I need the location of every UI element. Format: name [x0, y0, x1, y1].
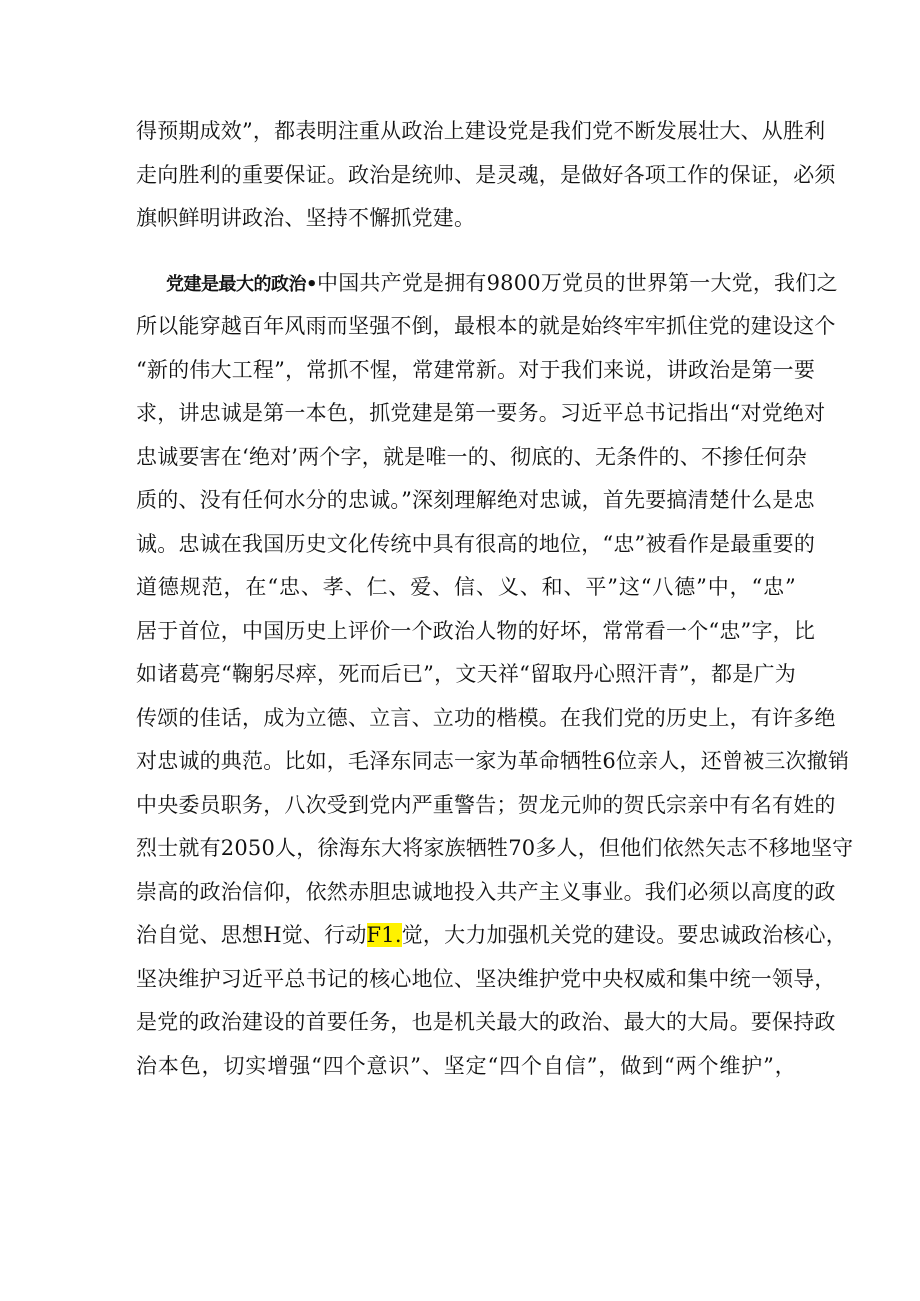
- text-line: 所以能穿越百年风雨而坚强不倒，最根本的就是始终牢牢抓住党的建设这个: [136, 314, 836, 338]
- text-line: 烈士就有2050人，徐海东大将家族牺牲70多人，但他们依然矢志不移地坚守: [136, 836, 854, 860]
- text-line: 旗帜鲜明讲政治、坚持不懈抓党建。: [136, 206, 476, 230]
- highlight-after: 觉，大力加强机关党的建设。要忠诚政治核心，: [401, 923, 847, 947]
- first-line-text: 中国共产党是拥有9800万党员的世界第一大党，我们之: [317, 270, 838, 295]
- text-line: 道德规范，在“忠、孝、仁、爱、信、义、和、平”这“八德”中，“忠”: [136, 575, 796, 599]
- text-line: 对忠诚的典范。比如，毛泽东同志一家为革命牺牲6位亲人，还曾被三次撤销: [136, 749, 850, 773]
- highlight-before: 治自觉、思想H觉、行动: [136, 923, 367, 947]
- paragraph-spacer: [136, 241, 796, 262]
- text-line: 居于首位，中国历史上评价一个政治人物的好坏，常常看一个“忠”字，比: [136, 618, 816, 643]
- highlighted-text: F1.: [366, 923, 402, 947]
- text-line: 诚。忠诚在我国历史文化传统中具有很高的地位，“忠”被看作是最重要的: [136, 531, 816, 556]
- text-line-first: [136, 262, 838, 306]
- text-line: 质的、没有任何水分的忠诚。”深刻理解绝对忠诚，首先要搞清楚什么是忠: [136, 488, 815, 512]
- paragraph-2: [136, 262, 854, 1089]
- text-line: 坚决维护习近平总书记的核心地位、坚决维护党中央权威和集中统一领导，: [136, 966, 836, 991]
- text-line: “新的伟大工程”，常抓不惺，常建常新。对于我们来说，讲政治是第一要: [136, 357, 816, 382]
- paragraph-heading: 党建是最大的政治•: [166, 273, 318, 295]
- text-line: 如诸葛亮“鞠躬尽瘁，死而后已”，文天祥“留取丹心照汗青”，都是广为: [136, 662, 796, 686]
- paragraph-1: [136, 110, 836, 241]
- document-body: [136, 110, 854, 1088]
- text-line: 求，讲忠诚是第一本色，抓党建是第一要务。习近平总书记指出“对党绝对: [136, 401, 826, 425]
- text-line: 走向胜利的重要保证。政治是统帅、是灵魂，是做好各项工作的保证，必须: [136, 162, 836, 187]
- text-line: 治本色，切实增强“四个意识”、坚定“四个自信”，做到“两个维护”，: [136, 1053, 796, 1078]
- text-line: 中央委员职务，八次受到党内严重警告；贺龙元帅的贺氏宗亲中有名有姓的: [136, 792, 836, 817]
- text-line: 忠诚要害在‘绝对’两个字，就是唯一的、彻底的、无条件的、不掺任何杂: [136, 444, 807, 469]
- text-line: 得预期成效”，都表明注重从政治上建设党是我们党不断发展壮大、从胜利: [136, 119, 826, 143]
- text-line: 是党的政治建设的首要任务，也是机关最大的政治、最大的大局。要保持政: [136, 1010, 836, 1034]
- text-line-highlighted: [136, 914, 847, 958]
- text-line: 传颂的佳话，成为立德、立言、立功的楷模。在我们党的历史上，有许多绝: [136, 705, 836, 730]
- text-line: 崇高的政治信仰，依然赤胆忠诚地投入共产主义事业。我们必须以高度的政: [136, 879, 836, 904]
